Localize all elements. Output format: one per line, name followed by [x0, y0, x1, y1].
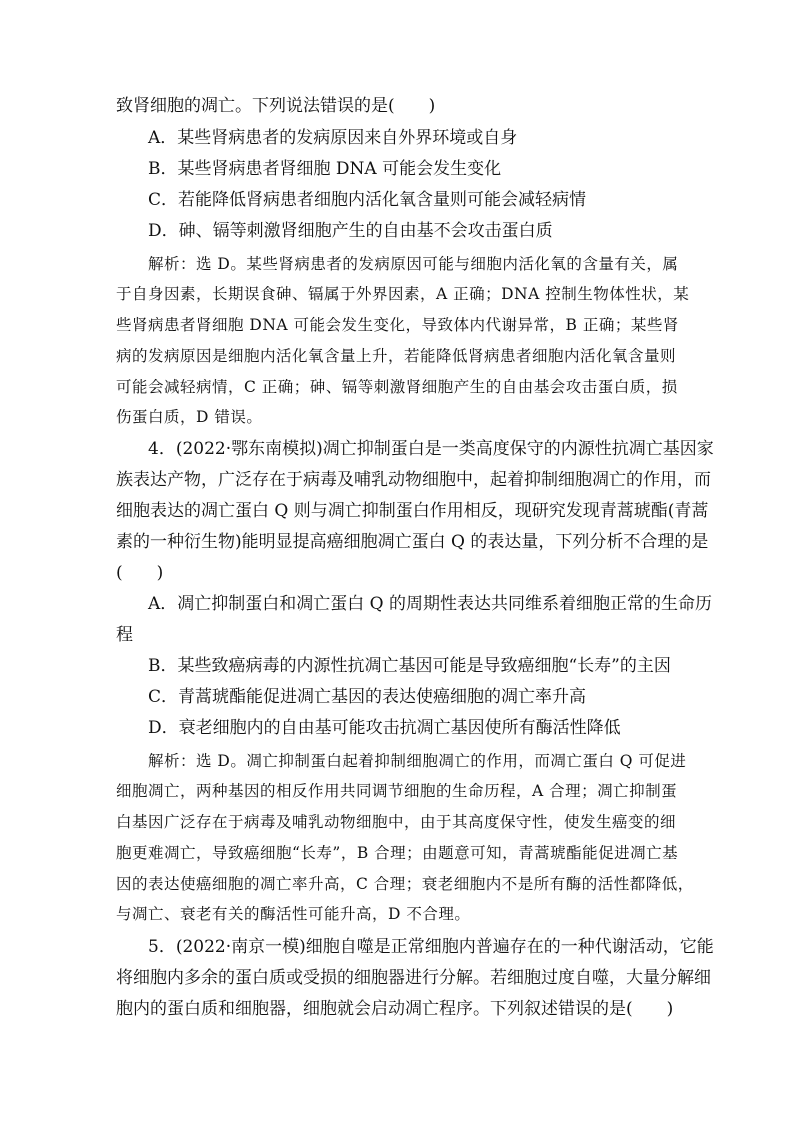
q5-stem-line: 胞内的蛋白质和细胞器，细胞就会启动凋亡程序。下列叙述错误的是( ) [116, 999, 674, 1019]
q4-option-c: C．青蒿琥酯能促进凋亡基因的表达使癌细胞的凋亡率升高 [148, 687, 587, 707]
q4-option-a-cont: 程 [116, 625, 133, 645]
q5-stem-line: 将细胞内多余的蛋白质或受损的细胞器进行分解。若细胞过度自噬，大量分解细 [116, 968, 711, 988]
q3-analysis-line: 于自身因素，长期误食砷、镉属于外界因素，A 正确；DNA 控制生物体性状，某 [116, 285, 690, 303]
q4-stem-line: 族表达产物，广泛存在于病毒及哺乳动物细胞中，起着抑制细胞凋亡的作用，而 [116, 470, 711, 490]
q4-answer-blank: ( ) [116, 563, 164, 583]
q4-option-b: B．某些致癌病毒的内源性抗凋亡基因可能是导致癌细胞“长寿”的主因 [148, 656, 671, 676]
q4-stem-line: 细胞表达的凋亡蛋白 Q 则与凋亡抑制蛋白作用相反，现研究发现青蒿琥酯(青蒿 [116, 501, 709, 521]
q3-option-c: C．若能降低肾病患者细胞内活化氧含量则可能会减轻病情 [148, 190, 587, 210]
q4-stem-line: 4．(2022·鄂东南模拟)凋亡抑制蛋白是一类高度保守的内源性抗凋亡基因家 [148, 439, 714, 459]
q3-option-b: B．某些肾病患者肾细胞 DNA 可能会发生变化 [148, 159, 502, 179]
q3-analysis-line: 病的发病原因是细胞内活化氧含量上升，若能降低肾病患者细胞内活化氧含量则 [116, 347, 677, 365]
q4-analysis-line: 因的表达使癌细胞的凋亡率升高，C 合理；衰老细胞内不是所有酶的活性都降低， [116, 875, 694, 893]
q3-stem: 致肾细胞的凋亡。下列说法错误的是( ) [116, 96, 436, 116]
q4-analysis-line: 与凋亡、衰老有关的酶活性可能升高，D 不合理。 [116, 905, 471, 923]
q3-analysis-line: 可能会减轻病情，C 正确；砷、镉等刺激肾细胞产生的自由基会攻击蛋白质，损 [116, 378, 678, 396]
q4-analysis-line: 胞更难凋亡，导致癌细胞“长寿”，B 合理；由题意可知，青蒿琥酯能促进凋亡基 [116, 844, 679, 862]
q4-analysis-line: 解析：选 D。凋亡抑制蛋白起着抑制细胞凋亡的作用，而凋亡蛋白 Q 可促进 [148, 752, 687, 770]
q4-stem-line: 素的一种衍生物)能明显提高癌细胞凋亡蛋白 Q 的表达量，下列分析不合理的是 [116, 532, 709, 552]
q4-analysis-line: 白基因广泛存在于病毒及哺乳动物细胞中，由于其高度保守性，使发生癌变的细 [116, 813, 677, 831]
q5-stem-line: 5．(2022·南京一模)细胞自噬是正常细胞内普遍存在的一种代谢活动，它能 [148, 937, 714, 957]
q4-analysis-line: 细胞凋亡，两种基因的相反作用共同调节细胞的生命历程，A 合理；凋亡抑制蛋 [116, 782, 678, 800]
q3-analysis-line: 解析：选 D。某些肾病患者的发病原因可能与细胞内活化氧的含量有关，属 [148, 255, 679, 273]
q4-option-d: D．衰老细胞内的自由基可能攻击抗凋亡基因使所有酶活性降低 [148, 718, 621, 738]
q3-option-d: D．砷、镉等刺激肾细胞产生的自由基不会攻击蛋白质 [148, 221, 553, 241]
q3-analysis-line: 伤蛋白质，D 错误。 [116, 408, 263, 426]
q3-option-a: A．某些肾病患者的发病原因来自外界环境或自身 [148, 128, 518, 148]
q3-analysis-line: 些肾病患者肾细胞 DNA 可能会发生变化，导致体内代谢异常，B 正确；某些肾 [116, 316, 679, 334]
q4-option-a: A．凋亡抑制蛋白和凋亡蛋白 Q 的周期性表达共同维系着细胞正常的生命历 [148, 594, 713, 614]
